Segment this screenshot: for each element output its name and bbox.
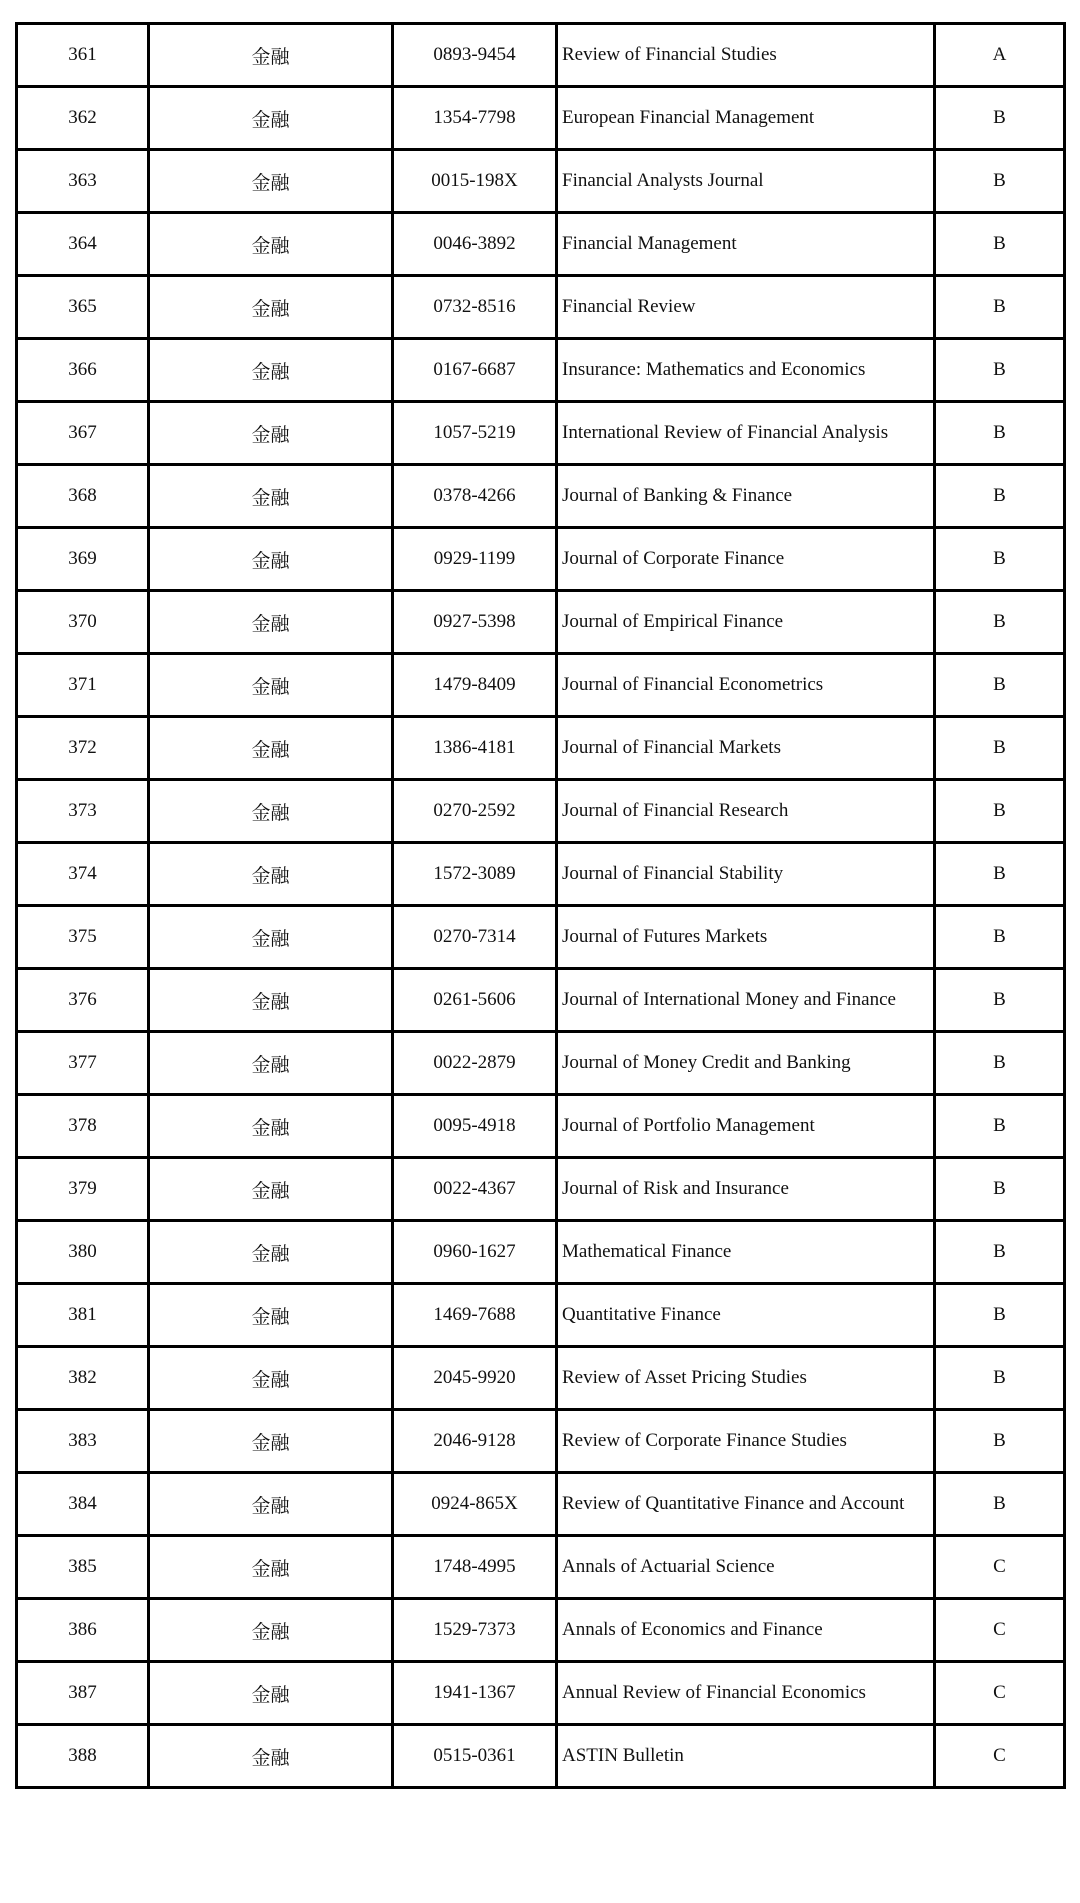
cell-journal-title: Journal of Money Credit and Banking: [557, 1032, 935, 1095]
cell-number: 385: [17, 1536, 149, 1599]
cell-number: 372: [17, 717, 149, 780]
cell-category: 金融: [149, 213, 393, 276]
cell-journal-title: Journal of Empirical Finance: [557, 591, 935, 654]
cell-number: 382: [17, 1347, 149, 1410]
table-row: [17, 591, 1065, 654]
cell-issn: 1748-4995: [393, 1536, 557, 1599]
cell-issn: 0960-1627: [393, 1221, 557, 1284]
table-row: [17, 1536, 1065, 1599]
cell-category: 金融: [149, 591, 393, 654]
cell-category: 金融: [149, 1473, 393, 1536]
cell-issn: 0515-0361: [393, 1725, 557, 1788]
cell-grade: B: [935, 906, 1065, 969]
journal-table-body: [17, 24, 1065, 1788]
cell-number: 373: [17, 780, 149, 843]
cell-number: 380: [17, 1221, 149, 1284]
cell-grade: B: [935, 1221, 1065, 1284]
cell-category: 金融: [149, 465, 393, 528]
cell-category: 金融: [149, 969, 393, 1032]
cell-issn: 0022-4367: [393, 1158, 557, 1221]
cell-number: 384: [17, 1473, 149, 1536]
cell-grade: B: [935, 1095, 1065, 1158]
cell-issn: 2045-9920: [393, 1347, 557, 1410]
cell-grade: B: [935, 717, 1065, 780]
cell-issn: 1941-1367: [393, 1662, 557, 1725]
cell-category: 金融: [149, 150, 393, 213]
cell-grade: B: [935, 276, 1065, 339]
cell-number: 361: [17, 24, 149, 87]
cell-grade: B: [935, 150, 1065, 213]
cell-number: 377: [17, 1032, 149, 1095]
cell-number: 370: [17, 591, 149, 654]
cell-journal-title: Mathematical Finance: [557, 1221, 935, 1284]
cell-category: 金融: [149, 843, 393, 906]
cell-grade: B: [935, 1032, 1065, 1095]
cell-grade: B: [935, 780, 1065, 843]
cell-category: 金融: [149, 1536, 393, 1599]
cell-number: 363: [17, 150, 149, 213]
table-row: [17, 1221, 1065, 1284]
cell-category: 金融: [149, 1221, 393, 1284]
cell-number: 381: [17, 1284, 149, 1347]
table-row: [17, 1284, 1065, 1347]
cell-grade: B: [935, 1284, 1065, 1347]
cell-issn: 0270-7314: [393, 906, 557, 969]
cell-journal-title: Annals of Actuarial Science: [557, 1536, 935, 1599]
cell-issn: 0095-4918: [393, 1095, 557, 1158]
cell-grade: A: [935, 24, 1065, 87]
cell-number: 386: [17, 1599, 149, 1662]
cell-grade: B: [935, 528, 1065, 591]
cell-journal-title: Journal of Financial Econometrics: [557, 654, 935, 717]
cell-number: 364: [17, 213, 149, 276]
cell-journal-title: Journal of Futures Markets: [557, 906, 935, 969]
cell-grade: C: [935, 1599, 1065, 1662]
cell-category: 金融: [149, 780, 393, 843]
cell-category: 金融: [149, 1599, 393, 1662]
cell-issn: 0378-4266: [393, 465, 557, 528]
cell-category: 金融: [149, 1284, 393, 1347]
cell-journal-title: Journal of Financial Research: [557, 780, 935, 843]
cell-journal-title: Review of Corporate Finance Studies: [557, 1410, 935, 1473]
cell-number: 367: [17, 402, 149, 465]
cell-grade: B: [935, 1347, 1065, 1410]
table-row: [17, 780, 1065, 843]
cell-number: 375: [17, 906, 149, 969]
cell-category: 金融: [149, 1347, 393, 1410]
cell-issn: 0015-198X: [393, 150, 557, 213]
journal-table-sheet: [15, 22, 1063, 1789]
cell-grade: B: [935, 654, 1065, 717]
cell-issn: 0022-2879: [393, 1032, 557, 1095]
cell-journal-title: Financial Management: [557, 213, 935, 276]
cell-journal-title: Journal of Risk and Insurance: [557, 1158, 935, 1221]
cell-journal-title: European Financial Management: [557, 87, 935, 150]
cell-number: 374: [17, 843, 149, 906]
table-row: [17, 402, 1065, 465]
cell-issn: 1572-3089: [393, 843, 557, 906]
cell-category: 金融: [149, 276, 393, 339]
cell-number: 383: [17, 1410, 149, 1473]
cell-grade: B: [935, 843, 1065, 906]
cell-grade: B: [935, 1473, 1065, 1536]
table-row: [17, 87, 1065, 150]
cell-grade: B: [935, 465, 1065, 528]
cell-number: 379: [17, 1158, 149, 1221]
cell-grade: B: [935, 402, 1065, 465]
table-row: [17, 276, 1065, 339]
cell-journal-title: Journal of Portfolio Management: [557, 1095, 935, 1158]
cell-issn: 2046-9128: [393, 1410, 557, 1473]
cell-category: 金融: [149, 906, 393, 969]
cell-category: 金融: [149, 1032, 393, 1095]
cell-journal-title: Journal of International Money and Finance: [557, 969, 935, 1032]
cell-category: 金融: [149, 1725, 393, 1788]
cell-journal-title: Journal of Financial Markets: [557, 717, 935, 780]
cell-journal-title: Financial Review: [557, 276, 935, 339]
cell-journal-title: Journal of Banking & Finance: [557, 465, 935, 528]
table-row: [17, 1599, 1065, 1662]
cell-category: 金融: [149, 528, 393, 591]
table-row: [17, 1032, 1065, 1095]
cell-journal-title: Quantitative Finance: [557, 1284, 935, 1347]
table-row: [17, 654, 1065, 717]
table-row: [17, 969, 1065, 1032]
cell-number: 366: [17, 339, 149, 402]
cell-number: 378: [17, 1095, 149, 1158]
cell-number: 388: [17, 1725, 149, 1788]
cell-issn: 1479-8409: [393, 654, 557, 717]
cell-journal-title: Journal of Financial Stability: [557, 843, 935, 906]
cell-journal-title: International Review of Financial Analysis: [557, 402, 935, 465]
cell-issn: 0167-6687: [393, 339, 557, 402]
cell-number: 368: [17, 465, 149, 528]
cell-category: 金融: [149, 87, 393, 150]
cell-issn: 0732-8516: [393, 276, 557, 339]
cell-category: 金融: [149, 1158, 393, 1221]
cell-journal-title: ASTIN Bulletin: [557, 1725, 935, 1788]
cell-category: 金融: [149, 402, 393, 465]
cell-journal-title: Insurance: Mathematics and Economics: [557, 339, 935, 402]
cell-journal-title: Financial Analysts Journal: [557, 150, 935, 213]
table-row: [17, 528, 1065, 591]
cell-journal-title: Review of Financial Studies: [557, 24, 935, 87]
cell-category: 金融: [149, 24, 393, 87]
cell-issn: 1469-7688: [393, 1284, 557, 1347]
cell-issn: 0270-2592: [393, 780, 557, 843]
table-row: [17, 213, 1065, 276]
table-row: [17, 1347, 1065, 1410]
table-row: [17, 1158, 1065, 1221]
cell-issn: 1529-7373: [393, 1599, 557, 1662]
cell-issn: 0046-3892: [393, 213, 557, 276]
cell-grade: B: [935, 1158, 1065, 1221]
cell-grade: B: [935, 213, 1065, 276]
cell-number: 371: [17, 654, 149, 717]
table-row: [17, 1473, 1065, 1536]
cell-journal-title: Review of Quantitative Finance and Account: [557, 1473, 935, 1536]
table-row: [17, 843, 1065, 906]
cell-grade: B: [935, 969, 1065, 1032]
table-row: [17, 1725, 1065, 1788]
table-row: [17, 1410, 1065, 1473]
cell-issn: 1057-5219: [393, 402, 557, 465]
cell-issn: 0929-1199: [393, 528, 557, 591]
cell-issn: 1354-7798: [393, 87, 557, 150]
cell-category: 金融: [149, 654, 393, 717]
cell-grade: B: [935, 1410, 1065, 1473]
cell-grade: B: [935, 339, 1065, 402]
cell-number: 362: [17, 87, 149, 150]
table-row: [17, 465, 1065, 528]
cell-category: 金融: [149, 339, 393, 402]
cell-journal-title: Annual Review of Financial Economics: [557, 1662, 935, 1725]
cell-issn: 0261-5606: [393, 969, 557, 1032]
cell-issn: 0893-9454: [393, 24, 557, 87]
cell-journal-title: Journal of Corporate Finance: [557, 528, 935, 591]
cell-grade: C: [935, 1662, 1065, 1725]
cell-category: 金融: [149, 1095, 393, 1158]
cell-issn: 0924-865X: [393, 1473, 557, 1536]
cell-journal-title: Annals of Economics and Finance: [557, 1599, 935, 1662]
table-row: [17, 1662, 1065, 1725]
table-row: [17, 150, 1065, 213]
cell-category: 金融: [149, 1410, 393, 1473]
table-row: [17, 1095, 1065, 1158]
cell-category: 金融: [149, 1662, 393, 1725]
cell-number: 369: [17, 528, 149, 591]
cell-issn: 0927-5398: [393, 591, 557, 654]
cell-grade: B: [935, 591, 1065, 654]
table-row: [17, 906, 1065, 969]
cell-grade: C: [935, 1725, 1065, 1788]
cell-grade: C: [935, 1536, 1065, 1599]
table-row: [17, 717, 1065, 780]
cell-issn: 1386-4181: [393, 717, 557, 780]
cell-category: 金融: [149, 717, 393, 780]
cell-grade: B: [935, 87, 1065, 150]
cell-number: 387: [17, 1662, 149, 1725]
table-row: [17, 339, 1065, 402]
cell-number: 365: [17, 276, 149, 339]
journal-table: [15, 22, 1066, 1789]
table-row: [17, 24, 1065, 87]
cell-number: 376: [17, 969, 149, 1032]
cell-journal-title: Review of Asset Pricing Studies: [557, 1347, 935, 1410]
